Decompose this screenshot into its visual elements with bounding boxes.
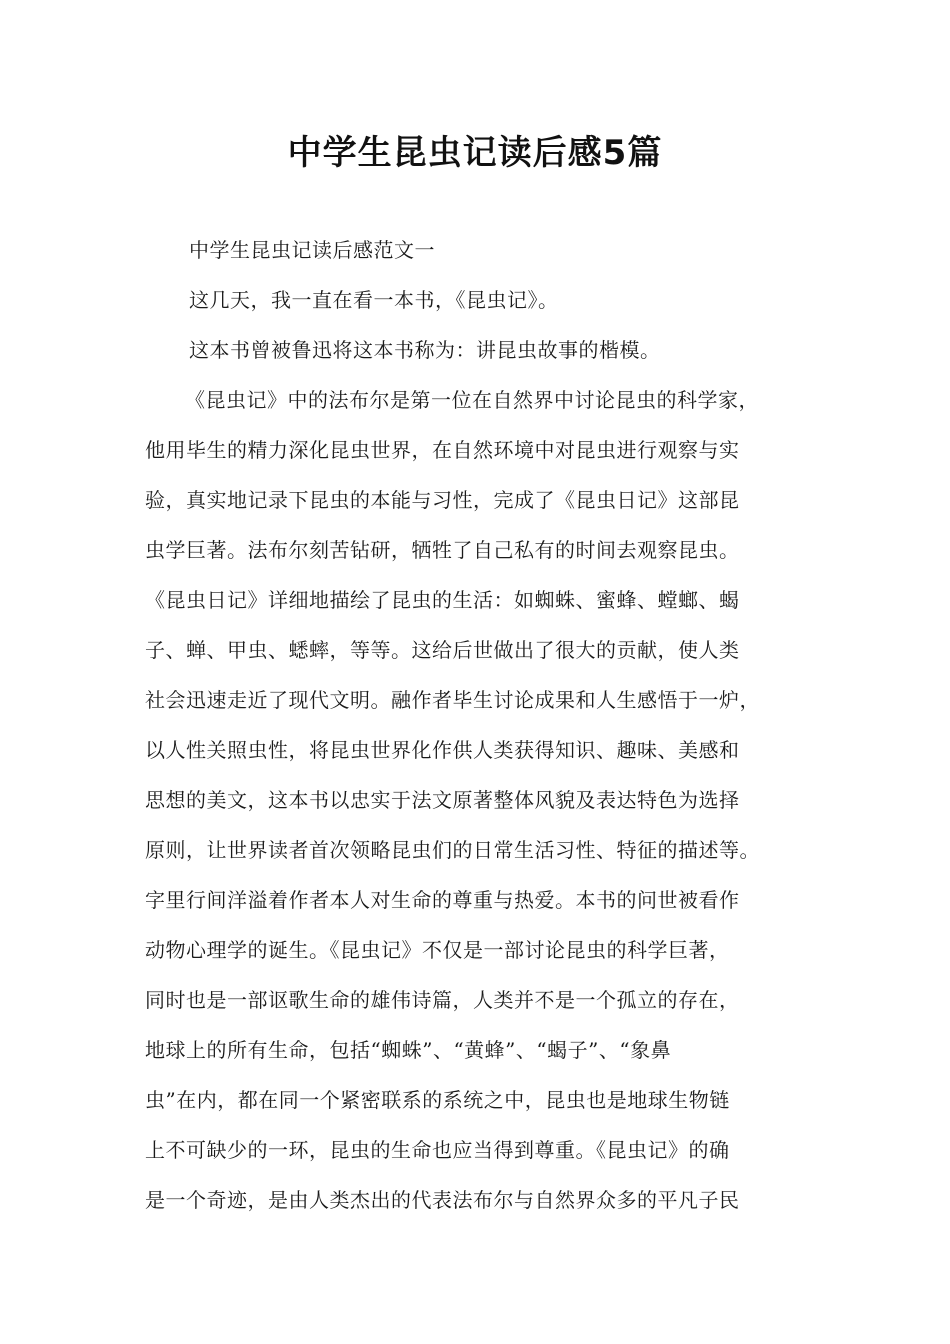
paragraph-line: 是一个奇迹，是由人类杰出的代表法布尔与自然界众多的平凡子民	[145, 1188, 740, 1212]
paragraph-line: 这本书曾被鲁迅将这本书称为：讲昆虫故事的楷模。	[189, 338, 661, 362]
paragraph-line: 地球上的所有生命，包括“蜘蛛”、“黄蜂”、“蝎子”、“象鼻	[145, 1038, 672, 1062]
paragraph-line: 《昆虫记》中的法布尔是第一位在自然界中讨论昆虫的科学家，	[185, 388, 759, 412]
paragraph-line: 《昆虫日记》详细地描绘了昆虫的生活：如蜘蛛、蜜蜂、螳螂、蝎	[145, 588, 740, 612]
paragraph-line: 他用毕生的精力深化昆虫世界，在自然环境中对昆虫进行观察与实	[145, 438, 740, 462]
section-heading: 中学生昆虫记读后感范文一	[189, 238, 435, 262]
paragraph-line: 虫学巨著。法布尔刻苦钻研，牺牲了自己私有的时间去观察昆虫。	[145, 538, 740, 562]
paragraph-line: 字里行间洋溢着作者本人对生命的尊重与热爱。本书的问世被看作	[145, 888, 740, 912]
paragraph-line: 社会迅速走近了现代文明。融作者毕生讨论成果和人生感悟于一炉，	[145, 688, 760, 712]
document-body	[145, 233, 830, 1233]
paragraph-line: 上不可缺少的一环，昆虫的生命也应当得到尊重。《昆虫记》的确	[145, 1138, 730, 1162]
paragraph-line: 思想的美文，这本书以忠实于法文原著整体风貌及表达特色为选择	[145, 788, 740, 812]
paragraph-line: 验，真实地记录下昆虫的本能与习性，完成了《昆虫日记》这部昆	[145, 488, 740, 512]
paragraph-line: 虫”在内，都在同一个紧密联系的系统之中，昆虫也是地球生物链	[145, 1088, 730, 1112]
paragraph-line: 这几天，我一直在看一本书，《昆虫记》。	[189, 288, 559, 312]
paragraph-line: 动物心理学的诞生。《昆虫记》不仅是一部讨论昆虫的科学巨著，	[145, 938, 730, 962]
paragraph-line: 以人性关照虫性，将昆虫世界化作供人类获得知识、趣味、美感和	[145, 738, 740, 762]
document-title: 中学生昆虫记读后感5篇	[287, 133, 663, 173]
paragraph-line: 子、蝉、甲虫、蟋蟀，等等。这给后世做出了很大的贡献，使人类	[145, 638, 740, 662]
paragraph-line: 原则，让世界读者首次领略昆虫们的日常生活习性、特征的描述等。	[145, 838, 760, 862]
paragraph-line: 同时也是一部讴歌生命的雄伟诗篇，人类并不是一个孤立的存在，	[145, 988, 740, 1012]
